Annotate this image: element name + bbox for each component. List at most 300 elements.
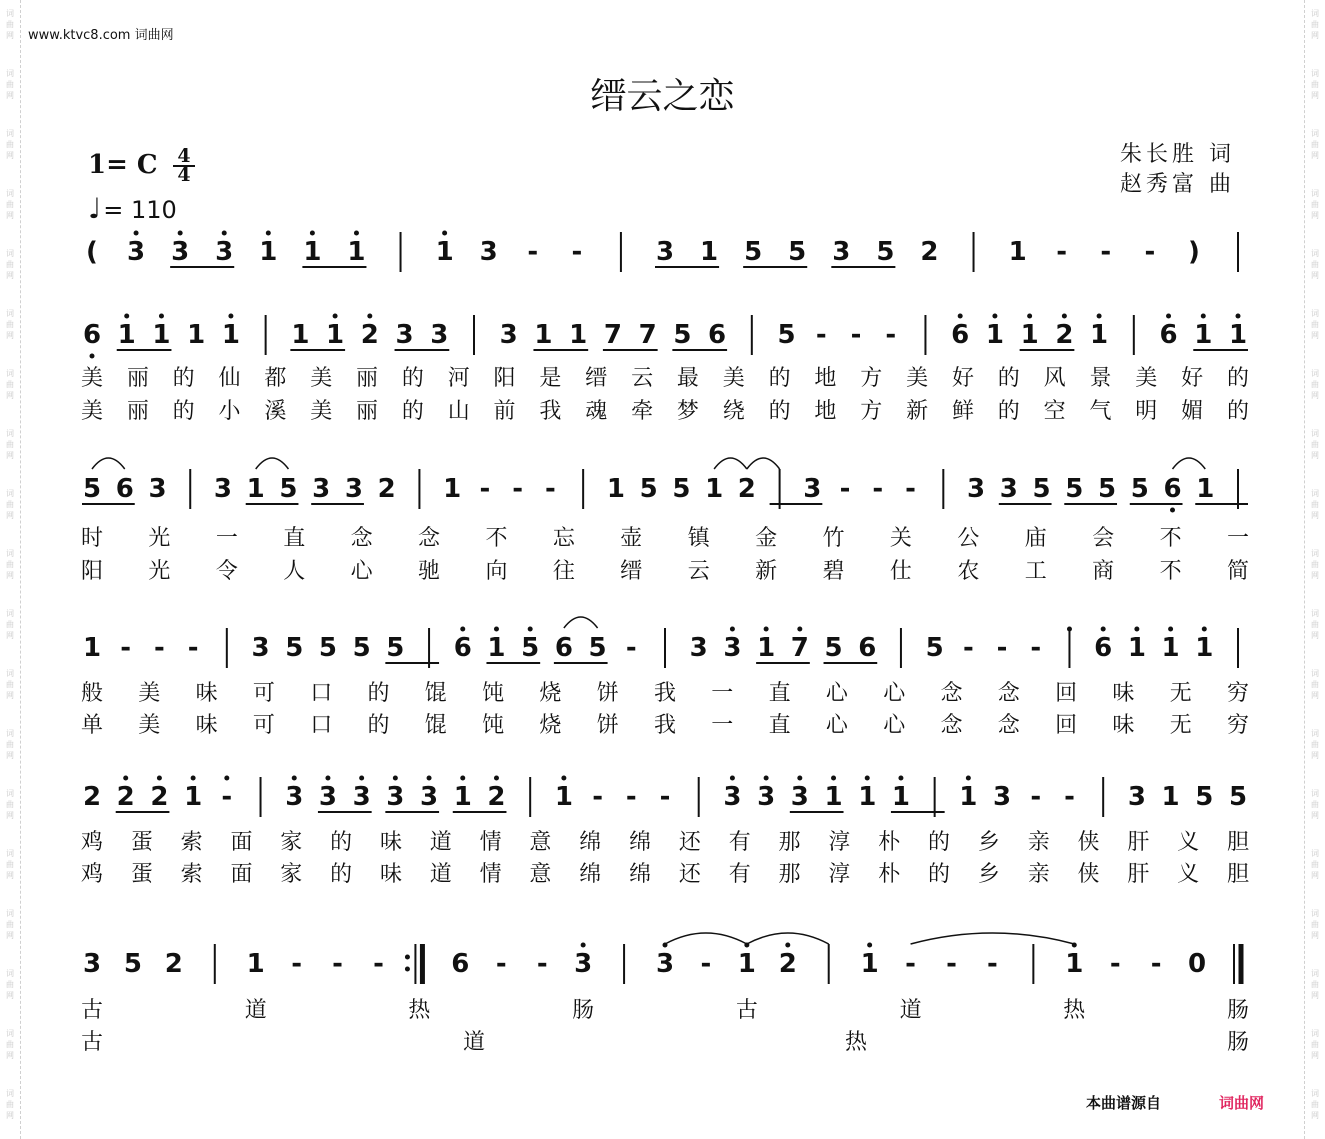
- sustain-dash: -: [1100, 237, 1112, 267]
- note: 6: [115, 474, 134, 504]
- note: 3: [655, 237, 675, 267]
- lyric-char: 的: [330, 862, 353, 887]
- key-signature: 1= C: [88, 150, 158, 180]
- lyric-char: 念: [997, 681, 1020, 706]
- lyric-char: 饨: [482, 681, 505, 706]
- note: 1: [187, 320, 206, 350]
- lyric-char: 淳: [828, 862, 851, 887]
- repeat-dot: [405, 967, 410, 972]
- lyricist-credit: 朱长胜 词: [1120, 142, 1235, 167]
- lyric-char: 还: [678, 830, 701, 855]
- octave-dot-high: [867, 943, 872, 948]
- edge-watermark-text: 词曲网: [6, 969, 14, 1000]
- note: 1: [443, 474, 462, 504]
- note: 1: [1228, 320, 1248, 350]
- lyric-char: 的: [330, 830, 353, 855]
- sustain-dash: -: [1030, 782, 1042, 812]
- lyric-char: 可: [252, 681, 275, 706]
- lyric-char: 风: [1043, 366, 1066, 391]
- lyric-char: 的: [1226, 366, 1250, 391]
- lyric-char: 朴: [878, 830, 901, 855]
- note: 6: [1094, 633, 1113, 663]
- note: 1: [303, 237, 322, 267]
- lyric-char: 会: [1092, 526, 1115, 551]
- lyric-char: 商: [1092, 559, 1115, 584]
- sustain-dash: -: [1144, 237, 1156, 267]
- lyric-char: 光: [148, 526, 171, 551]
- sustain-dash: -: [154, 633, 165, 663]
- note: 1: [347, 237, 366, 267]
- octave-dot-high: [354, 231, 359, 236]
- lyric-char: 牵: [631, 399, 654, 424]
- note: 1: [985, 320, 1004, 350]
- edge-watermark-text: 词曲网: [1311, 129, 1319, 160]
- note: 1: [184, 782, 203, 812]
- note: 3: [967, 474, 986, 504]
- note: 3: [757, 782, 776, 812]
- note: 6: [858, 633, 877, 663]
- note: 5: [925, 633, 944, 663]
- octave-dot-high: [191, 776, 196, 781]
- lyric-char: 简: [1226, 559, 1250, 584]
- octave-dot-high: [1062, 314, 1067, 319]
- note: 3: [215, 237, 234, 267]
- lyric-char: 味: [379, 830, 402, 855]
- note: 5: [777, 320, 796, 350]
- lyric-char: 面: [230, 830, 253, 855]
- lyric-char: 关: [889, 526, 912, 551]
- octave-dot-high: [460, 627, 465, 632]
- lyric-char: 家: [280, 862, 303, 887]
- note: 5: [1228, 782, 1248, 812]
- lyric-char: 美: [138, 713, 161, 738]
- lyric-char: 梦: [676, 399, 699, 424]
- lyric-char: 义: [1177, 862, 1200, 887]
- note: 5: [824, 633, 843, 663]
- lyric-char: 心: [883, 713, 906, 738]
- note: 3: [285, 782, 304, 812]
- lyric-char: 的: [928, 830, 951, 855]
- note: 3: [723, 782, 742, 812]
- lyric-char: 好: [1181, 366, 1204, 391]
- lyric-char: 念: [418, 526, 441, 551]
- sustain-dash: -: [905, 949, 916, 979]
- octave-dot-high: [831, 776, 836, 781]
- note: 1: [554, 782, 573, 812]
- song-title: 缙云之恋: [590, 76, 735, 117]
- lyric-char: 令: [215, 559, 238, 584]
- note: 3: [574, 949, 593, 979]
- octave-dot-high: [292, 776, 297, 781]
- lyric-char: 金: [755, 526, 778, 551]
- lyric-char: 空: [1043, 399, 1066, 424]
- tie-slur: [256, 458, 289, 469]
- note: 1: [700, 237, 719, 267]
- lyric-char: 庙: [1024, 526, 1047, 551]
- note: 3: [655, 949, 675, 979]
- lyric-char: 穷: [1226, 681, 1250, 706]
- note: 1: [757, 633, 776, 663]
- edge-watermark-text: 词曲网: [1311, 909, 1319, 940]
- lyric-char: 饨: [482, 713, 505, 738]
- edge-watermark-text: 词曲网: [1311, 249, 1319, 280]
- note: 6: [708, 320, 727, 350]
- note: 3: [213, 474, 233, 504]
- note: 2: [1055, 320, 1074, 350]
- edge-watermark-text: 词曲网: [6, 429, 14, 460]
- note: 5: [386, 633, 405, 663]
- lyric-char: 道: [244, 998, 267, 1023]
- lyric-char: 那: [778, 862, 801, 887]
- edge-watermark-text: 词曲网: [6, 129, 14, 160]
- octave-dot-high: [442, 231, 447, 236]
- sustain-dash: -: [1150, 949, 1162, 979]
- source-footer: [1086, 1092, 1264, 1113]
- lyric-char: 道: [429, 830, 452, 855]
- lyric-char: 鲜: [951, 399, 974, 424]
- note: 6: [453, 633, 472, 663]
- lyric-char: 面: [230, 862, 253, 887]
- edge-watermark-text: 词曲网: [1311, 9, 1319, 40]
- lyric-char: 意: [529, 862, 552, 887]
- sustain-dash: -: [700, 949, 712, 979]
- note: 3: [430, 320, 449, 350]
- lyric-char: 心: [825, 681, 848, 706]
- edge-watermark-text: 词曲网: [1311, 309, 1319, 340]
- lyric-char: 意: [529, 830, 552, 855]
- lyric-char: 蛋: [130, 830, 153, 855]
- note: 2: [920, 237, 939, 267]
- lyric-char: 不: [1159, 559, 1182, 584]
- lyric-char: 直: [283, 526, 306, 551]
- lyric-char: 热: [1063, 998, 1086, 1023]
- lyric-char: 鸡: [80, 830, 104, 855]
- lyric-char: 念: [940, 713, 963, 738]
- lyric-char: 阳: [80, 559, 104, 584]
- note: 1: [534, 320, 553, 350]
- lyric-char: 我: [653, 713, 677, 738]
- note: 5: [588, 633, 607, 663]
- lyric-char: 直: [768, 713, 791, 738]
- note: 2: [164, 949, 183, 979]
- edge-watermark-text: 词曲网: [6, 909, 14, 940]
- lyric-char: 单: [80, 713, 104, 738]
- octave-dot-high: [157, 776, 162, 781]
- lyric-char: 工: [1024, 559, 1047, 584]
- sustain-dash: -: [850, 320, 862, 350]
- lyric-char: 人: [283, 559, 306, 584]
- tie-slur: [564, 617, 598, 628]
- note: 1: [1196, 474, 1215, 504]
- note: 3: [344, 474, 363, 504]
- note: 5: [744, 237, 763, 267]
- lyric-char: 肠: [1226, 998, 1250, 1023]
- lyric-char: 一: [711, 713, 734, 738]
- lyric-char: 肠: [572, 998, 595, 1023]
- note: 5: [318, 633, 337, 663]
- lyric-char: 方: [860, 366, 883, 391]
- octave-dot-high: [124, 314, 129, 319]
- lyric-char: 气: [1089, 399, 1112, 424]
- edge-watermark-text: 词曲网: [1311, 429, 1319, 460]
- note: 5: [352, 633, 371, 663]
- sustain-dash: -: [332, 949, 343, 979]
- octave-dot-high: [123, 776, 128, 781]
- edge-watermark-text: 词曲网: [6, 549, 14, 580]
- lyric-char: 仕: [889, 559, 912, 584]
- lyric-char: 肝: [1127, 862, 1150, 887]
- note: 3: [420, 782, 439, 812]
- composer-credit: 赵秀富 曲: [1120, 172, 1235, 197]
- note: 2: [487, 782, 506, 812]
- lyric-char: 河: [447, 366, 470, 391]
- note: 1: [705, 474, 724, 504]
- sustain-dash: -: [221, 782, 233, 812]
- edge-watermark-text: 词曲网: [1311, 489, 1319, 520]
- lyric-char: 穷: [1226, 713, 1250, 738]
- octave-dot-high: [1134, 627, 1139, 632]
- lyric-char: 胆: [1226, 830, 1250, 855]
- sustain-dash: -: [1056, 237, 1068, 267]
- tie-slur: [747, 933, 829, 944]
- octave-dot-high: [367, 314, 372, 319]
- octave-dot-high: [460, 776, 465, 781]
- lyric-char: 热: [844, 1030, 868, 1055]
- lyric-char: 饼: [596, 713, 619, 738]
- lyric-char: 道: [462, 1030, 486, 1055]
- edge-watermark-text: 词曲网: [1311, 1089, 1319, 1120]
- note: 2: [82, 782, 102, 812]
- note: 5: [876, 237, 895, 267]
- lyric-char: 光: [148, 559, 171, 584]
- note: 1: [737, 949, 756, 979]
- lyric-char: 索: [180, 830, 203, 855]
- lyric-char: 的: [172, 366, 195, 391]
- sustain-dash: -: [536, 949, 548, 979]
- lyric-char: 时: [80, 526, 104, 551]
- lyric-char: 方: [860, 399, 883, 424]
- sustain-dash: -: [187, 633, 199, 663]
- octave-dot-high: [992, 314, 997, 319]
- lyric-char: 绵: [629, 862, 652, 887]
- note: 3: [82, 949, 102, 979]
- note: 5: [673, 320, 692, 350]
- octave-dot-high: [797, 627, 802, 632]
- note: 3: [395, 320, 414, 350]
- lyric-char: 直: [768, 681, 791, 706]
- lyric-char: 热: [408, 998, 431, 1023]
- lyric-char: 地: [814, 366, 837, 391]
- note: 0: [1188, 949, 1207, 979]
- sustain-dash: -: [996, 633, 1008, 663]
- lyric-char: 的: [401, 399, 424, 424]
- octave-dot-high: [310, 231, 315, 236]
- lyric-char: 最: [676, 366, 699, 391]
- lyric-char: 回: [1055, 681, 1078, 706]
- lyric-char: 好: [951, 366, 974, 391]
- lyric-char: 肝: [1127, 830, 1150, 855]
- note: 3: [689, 633, 708, 663]
- octave-dot-high: [865, 776, 870, 781]
- octave-dot-high: [898, 776, 903, 781]
- sustain-dash: -: [625, 633, 637, 663]
- bracket: ): [1187, 237, 1200, 267]
- edge-watermark-text: 词曲网: [6, 609, 14, 640]
- lyric-char: 农: [957, 559, 980, 584]
- note: 5: [1065, 474, 1084, 504]
- lyric-char: 景: [1089, 366, 1112, 391]
- note: 5: [639, 474, 658, 504]
- lyric-char: 有: [728, 830, 751, 855]
- note: 3: [790, 782, 809, 812]
- lyric-char: 古: [735, 998, 758, 1023]
- note: 1: [1127, 633, 1146, 663]
- edge-watermark-text: 词曲网: [6, 309, 14, 340]
- sustain-dash: -: [946, 949, 957, 979]
- note: 3: [723, 633, 742, 663]
- tie-slur: [911, 933, 1075, 944]
- note: 6: [1159, 320, 1178, 350]
- lyric-char: 的: [997, 399, 1020, 424]
- sustain-dash: -: [885, 320, 897, 350]
- note: 5: [1195, 782, 1214, 812]
- sustain-dash: -: [592, 782, 603, 812]
- lyric-char: 口: [310, 681, 333, 706]
- lyric-char: 的: [172, 399, 195, 424]
- note: 3: [148, 474, 167, 504]
- lyric-char: 心: [883, 681, 906, 706]
- lyric-char: 不: [1159, 526, 1182, 551]
- edge-watermark-text: 词曲网: [1311, 969, 1319, 1000]
- note: 1: [569, 320, 588, 350]
- note: 1: [1020, 320, 1039, 350]
- lyric-char: 绵: [579, 830, 602, 855]
- lyric-char: 的: [367, 713, 390, 738]
- lyric-char: 的: [1226, 399, 1250, 424]
- sustain-dash: -: [1109, 949, 1121, 979]
- octave-dot-high: [561, 776, 566, 781]
- edge-watermark-text: 词曲网: [1311, 669, 1319, 700]
- lyric-char: 亲: [1027, 862, 1050, 887]
- lyric-char: 道: [899, 998, 922, 1023]
- lyric-char: 美: [80, 399, 104, 424]
- lyric-char: 美: [722, 366, 745, 391]
- source-brand-link[interactable]: 词曲网: [1219, 1094, 1265, 1112]
- octave-dot-high: [785, 943, 790, 948]
- lyric-char: 的: [997, 366, 1020, 391]
- octave-dot-high: [224, 776, 229, 781]
- lyric-char: 胆: [1226, 862, 1250, 887]
- note: 3: [803, 474, 822, 504]
- lyric-char: 家: [280, 830, 303, 855]
- edge-watermark-text: 词曲网: [6, 669, 14, 700]
- octave-dot-high: [359, 776, 364, 781]
- bracket: (: [86, 237, 98, 267]
- note: 1: [453, 782, 472, 812]
- note: 1: [891, 782, 910, 812]
- lyric-char: 念: [940, 681, 963, 706]
- lyric-char: 是: [539, 366, 562, 391]
- octave-dot-low: [1170, 508, 1175, 513]
- note: 6: [1163, 474, 1182, 504]
- lyric-char: 山: [447, 399, 470, 424]
- note: 3: [312, 474, 331, 504]
- sustain-dash: -: [962, 633, 974, 663]
- note: 3: [127, 237, 146, 267]
- note: 3: [999, 474, 1018, 504]
- edge-watermark-text: 词曲网: [6, 789, 14, 820]
- edge-watermark-text: 词曲网: [6, 1089, 14, 1120]
- note: 6: [451, 949, 470, 979]
- octave-dot-high: [764, 627, 769, 632]
- sustain-dash: -: [815, 320, 827, 350]
- note: 1: [1161, 782, 1180, 812]
- octave-dot-high: [228, 314, 233, 319]
- octave-dot-high: [730, 627, 735, 632]
- octave-dot-high: [1168, 627, 1173, 632]
- octave-dot-high: [1097, 314, 1102, 319]
- note: 2: [737, 474, 756, 504]
- note: 3: [386, 782, 405, 812]
- edge-watermark-text: 词曲网: [6, 369, 14, 400]
- tie-slur: [665, 933, 747, 944]
- lyric-char: 的: [768, 399, 791, 424]
- lyric-char: 美: [80, 366, 104, 391]
- octave-dot-high: [1202, 627, 1207, 632]
- note: 2: [778, 949, 797, 979]
- lyric-char: 烧: [539, 713, 562, 738]
- sustain-dash: -: [987, 949, 998, 979]
- octave-dot-high: [528, 627, 533, 632]
- lyric-char: 侠: [1077, 830, 1100, 855]
- edge-watermark-text: 词曲网: [1311, 609, 1319, 640]
- note: 1: [1008, 237, 1027, 267]
- note: 1: [606, 474, 625, 504]
- note: 1: [1065, 949, 1084, 979]
- note: 1: [291, 320, 310, 350]
- sustain-dash: -: [512, 474, 524, 504]
- lyric-char: 云: [687, 559, 710, 584]
- edge-watermark-text: 词曲网: [6, 849, 14, 880]
- octave-dot-high: [333, 314, 338, 319]
- octave-dot-high: [1067, 627, 1072, 632]
- lyric-char: 无: [1169, 681, 1192, 706]
- time-signature-top: 4: [177, 145, 191, 167]
- lyric-char: 的: [367, 681, 390, 706]
- tie-slur: [747, 458, 780, 469]
- lyric-char: 美: [1135, 366, 1158, 391]
- lyric-char: 蛋: [130, 862, 153, 887]
- lyric-char: 的: [768, 366, 791, 391]
- lyric-char: 侠: [1077, 862, 1100, 887]
- note: 1: [259, 237, 278, 267]
- octave-dot-high: [222, 231, 227, 236]
- lyric-char: 还: [678, 862, 701, 887]
- note: 7: [603, 320, 622, 350]
- edge-watermark-text: 词曲网: [6, 189, 14, 220]
- lyric-char: 公: [957, 526, 980, 551]
- edge-watermark-text: 词曲网: [1311, 849, 1319, 880]
- octave-dot-high: [797, 776, 802, 781]
- lyric-char: 镇: [687, 526, 710, 551]
- website-url[interactable]: www.ktvc8.com 词曲网: [28, 28, 174, 43]
- note: 3: [318, 782, 337, 812]
- lyric-char: 情: [479, 830, 502, 855]
- lyric-char: 向: [485, 559, 508, 584]
- edge-watermark-text: 词曲网: [1311, 729, 1319, 760]
- sustain-dash: -: [571, 237, 583, 267]
- note: 5: [279, 474, 298, 504]
